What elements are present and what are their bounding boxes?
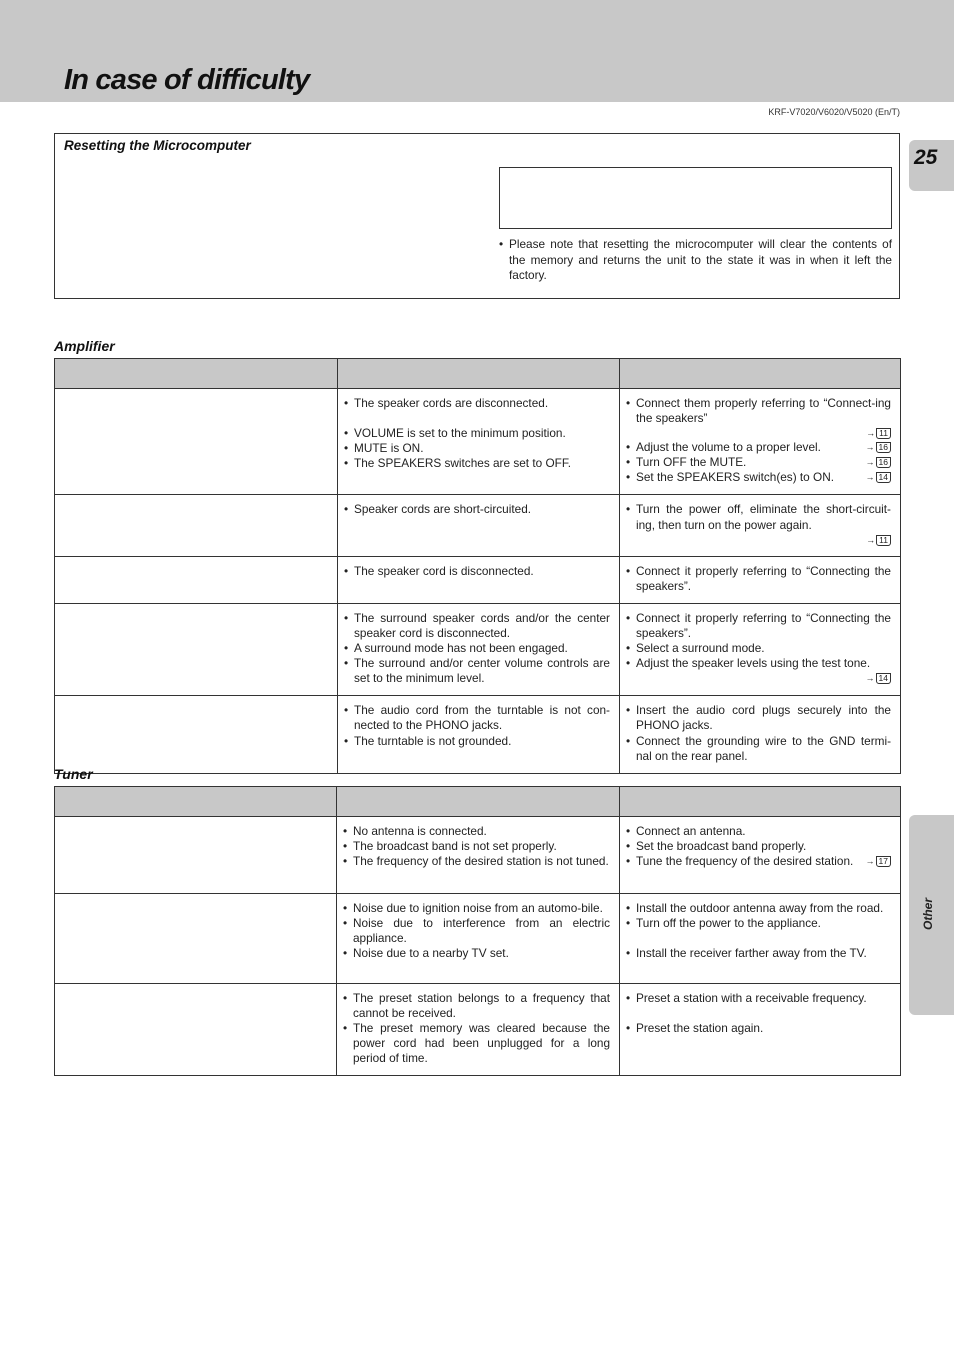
remedy-list: [626, 901, 891, 961]
remedy-text: Preset the station again.: [636, 1021, 764, 1036]
page-ref-book-icon: 16: [876, 457, 891, 468]
remedy-item: [626, 611, 891, 641]
remedy-cell: [620, 603, 901, 695]
tuner-table-body: [55, 817, 901, 1076]
page-ref: [866, 456, 891, 469]
cause-item: • The broadcast band is not set properly.: [343, 839, 610, 854]
cause-list: [343, 901, 610, 961]
table-row: [55, 696, 901, 774]
page-ref-book-icon: 11: [876, 535, 891, 546]
cause-item: • Noise due to interference from an electric appliance.: [343, 916, 610, 946]
remedy-text: Turn OFF the MUTE.: [636, 455, 747, 470]
cause-item: • Noise due to ignition noise from an automo-bile.: [343, 901, 610, 916]
cause-cell: [338, 556, 620, 603]
remedy-cell: [620, 389, 901, 495]
remedy-text: Tune the frequency of the desired station.: [636, 854, 854, 869]
remedy-cell: [620, 556, 901, 603]
table-header-row: [55, 787, 901, 817]
arrow-icon: →: [865, 442, 875, 453]
problem-cell: [55, 696, 338, 774]
page-ref: [636, 427, 891, 440]
remedy-text: Adjust the volume to a proper level.: [636, 440, 821, 455]
remedy-text: Preset a station with a receivable frequency.: [636, 991, 867, 1005]
page-ref: [866, 471, 891, 484]
remedy-text: Install the outdoor antenna away from the road.: [636, 901, 884, 915]
reset-note: [499, 237, 892, 284]
cause-item: • A surround mode has not been engaged.: [344, 641, 610, 656]
page-number: 25: [914, 146, 938, 169]
header-cell: [55, 787, 337, 817]
remedy-list: [626, 611, 891, 685]
cause-item: • VOLUME is set to the minimum position.: [344, 426, 610, 441]
remedy-item: [626, 440, 891, 455]
remedy-text: Connect an antenna.: [636, 824, 746, 838]
cause-item: • No antenna is connected.: [343, 824, 610, 839]
remedy-list: [626, 396, 891, 485]
section-side-tab: [909, 815, 954, 1015]
arrow-icon: →: [865, 457, 875, 468]
remedy-text: Set the broadcast band properly.: [636, 839, 807, 854]
remedy-text: Turn off the power to the appliance.: [636, 916, 821, 931]
cause-item: • The SPEAKERS switches are set to OFF.: [344, 456, 610, 471]
cause-cell: [338, 389, 620, 495]
arrow-icon: →: [865, 472, 875, 483]
problem-cell: [55, 556, 338, 603]
remedy-text: Connect the grounding wire to the GND termi-nal on the rear panel.: [636, 733, 891, 763]
arrow-icon: →: [865, 673, 875, 684]
remedy-cell: [620, 696, 901, 774]
page-ref: [636, 672, 891, 685]
page-ref-book-icon: 17: [876, 856, 891, 867]
remedy-item: [626, 839, 891, 854]
reset-title: Resetting the Microcomputer: [64, 138, 251, 153]
problem-cell: [55, 389, 338, 495]
cause-item: • MUTE is ON.: [344, 441, 610, 456]
remedy-item: [626, 396, 891, 440]
remedy-cell: [620, 495, 901, 556]
table-row: [55, 603, 901, 695]
remedy-text: Adjust the speaker levels using the test tone.: [636, 656, 871, 671]
reset-section: [54, 133, 900, 299]
table-row: [55, 984, 901, 1076]
remedy-item: [626, 470, 891, 485]
remedy-cell: [620, 894, 901, 984]
cause-cell: [338, 495, 620, 556]
reset-note-text: • Please note that resetting the microcomputer will clear the contents of the memory and returns the unit to the state it was in when it left the factory.: [499, 237, 892, 284]
problem-cell: [55, 984, 337, 1076]
remedy-text: Insert the audio cord plugs securely into the PHONO jacks.: [636, 703, 891, 733]
header-cell: [620, 359, 901, 389]
header-cell: [337, 787, 620, 817]
problem-cell: [55, 603, 338, 695]
cause-list: [344, 396, 610, 471]
remedy-text: Turn the power off, eliminate the short-circuit-ing, then turn on the power again.: [636, 502, 891, 532]
remedy-item: [626, 991, 891, 1006]
tuner-title: Tuner: [54, 766, 93, 782]
cause-item: • The surround and/or center volume controls are set to the minimum level.: [344, 656, 610, 686]
table-row: [55, 817, 901, 894]
cause-item: • The preset station belongs to a frequency that cannot be received.: [343, 991, 610, 1021]
page-ref-book-icon: 11: [876, 428, 891, 439]
remedy-text: Connect it properly referring to “Connecting the speakers”.: [636, 563, 891, 593]
model-number: KRF-V7020/V6020/V5020 (En/T): [768, 107, 900, 117]
amplifier-title: Amplifier: [54, 338, 115, 354]
table-row: [55, 556, 901, 603]
cause-item: • Speaker cords are short-circuited.: [344, 502, 610, 517]
table-row: [55, 894, 901, 984]
cause-cell: [338, 696, 620, 774]
problem-cell: [55, 495, 338, 556]
cause-list: [343, 991, 610, 1066]
cause-list: [344, 611, 610, 686]
remedy-list: [626, 991, 891, 1036]
cause-item: • The preset memory was cleared because the power cord had been unplugged for a long period of time.: [343, 1021, 610, 1066]
page-ref-book-icon: 14: [876, 673, 891, 684]
remedy-item: [626, 824, 891, 839]
page-ref: [866, 441, 891, 454]
remedy-item: [626, 455, 891, 470]
cause-item: • The frequency of the desired station is not tuned.: [343, 854, 610, 869]
page-ref-book-icon: 16: [876, 442, 891, 453]
cause-list: [344, 502, 610, 517]
arrow-icon: →: [865, 856, 875, 867]
table-row: [55, 389, 901, 495]
remedy-item: [626, 564, 891, 594]
remedy-item: [626, 656, 891, 685]
remedy-text: Connect it properly referring to “Connecting the speakers”.: [636, 610, 891, 640]
page-ref: [636, 534, 891, 547]
cause-item: • The surround speaker cords and/or the center speaker cord is disconnected.: [344, 611, 610, 641]
cause-item: • The turntable is not grounded.: [344, 734, 610, 749]
remedy-text: Select a surround mode.: [636, 641, 765, 656]
page-title: In case of difficulty: [64, 64, 310, 96]
reset-inner-box: [499, 167, 892, 229]
cause-cell: [337, 894, 620, 984]
cause-item: • Noise due to a nearby TV set.: [343, 946, 610, 961]
remedy-item: [626, 916, 891, 931]
table-header-row: [55, 359, 901, 389]
amplifier-table: [54, 358, 901, 774]
cause-list: [344, 564, 610, 579]
cause-cell: [337, 984, 620, 1076]
cause-item: • The audio cord from the turntable is not con-nected to the PHONO jacks.: [344, 703, 610, 733]
side-tab-label: Other: [921, 897, 935, 930]
remedy-list: [626, 564, 891, 594]
remedy-item: [626, 1021, 891, 1036]
remedy-item: [626, 502, 891, 546]
page-ref-book-icon: 14: [876, 472, 891, 483]
remedy-item: [626, 946, 891, 961]
header-cell: [620, 787, 901, 817]
remedy-list: [626, 703, 891, 763]
cause-item: • The speaker cords are disconnected.: [344, 396, 610, 411]
tuner-table: [54, 786, 901, 1076]
problem-cell: [55, 894, 337, 984]
remedy-cell: [620, 984, 901, 1076]
cause-cell: [337, 817, 620, 894]
problem-cell: [55, 817, 337, 894]
cause-cell: [338, 603, 620, 695]
remedy-item: [626, 901, 891, 916]
remedy-text: Connect them properly referring to “Connect-ing the speakers”: [636, 396, 891, 426]
remedy-item: [626, 734, 891, 764]
cause-list: [344, 703, 610, 748]
arrow-icon: →: [866, 534, 876, 545]
cause-item: • The speaker cord is disconnected.: [344, 564, 610, 579]
page-number-tab: [909, 140, 954, 191]
table-row: [55, 495, 901, 556]
remedy-item: [626, 641, 891, 656]
remedy-text: Install the receiver farther away from the TV.: [636, 946, 867, 961]
header-cell: [55, 359, 338, 389]
page-ref: [866, 855, 891, 868]
remedy-text: Set the SPEAKERS switch(es) to ON.: [636, 470, 834, 485]
arrow-icon: →: [866, 428, 876, 439]
remedy-item: [626, 854, 891, 869]
amplifier-table-body: [55, 389, 901, 774]
cause-list: [343, 824, 610, 869]
remedy-list: [626, 824, 891, 869]
remedy-item: [626, 703, 891, 733]
header-cell: [338, 359, 620, 389]
remedy-cell: [620, 817, 901, 894]
remedy-list: [626, 502, 891, 546]
